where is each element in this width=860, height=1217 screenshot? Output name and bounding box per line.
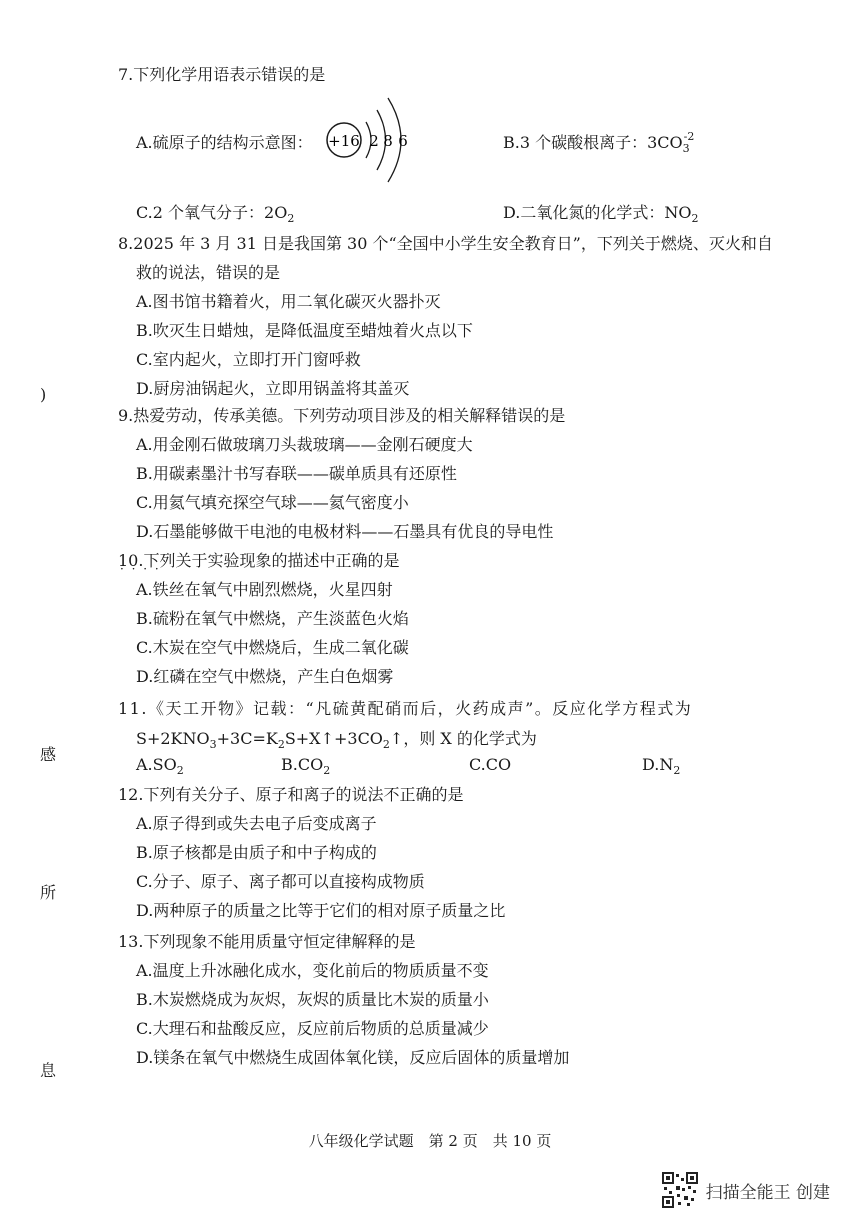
q11-eq-part-3: S+X↑+3CO	[284, 729, 383, 748]
q13-option-d: D.镁条在氧气中燃烧生成固体氧化镁，反应后固体的质量增加	[136, 1048, 570, 1067]
q9-option-c: C.用氦气填充探空气球——氦气密度小	[136, 493, 409, 512]
q10-stem-post: 的描述中正确的是	[271, 551, 400, 570]
q8-option-b: B.吹灭生日蜡烛，是降低温度至蜡烛着火点以下	[136, 321, 473, 340]
q11-option-d-sub: 2	[673, 764, 681, 778]
q11-option-d-text: D.N	[642, 755, 674, 774]
q11-eq-sub-1: 3	[209, 738, 217, 752]
q12-option-c: C.分子、原子、离子都可以直接构成物质	[136, 872, 425, 891]
q8-option-d: D.厨房油锅起火，立即用锅盖将其盖灭	[136, 379, 410, 398]
q11-option-a-text: A.SO	[136, 755, 177, 774]
margin-char-2: 所	[40, 883, 57, 902]
q11-stem: 11.《天工开物》记载：“凡硫黄配硝而后，火药成声”。反应化学方程式为	[118, 699, 693, 718]
q7-option-a	[136, 130, 313, 153]
shell-electrons-3: 6	[398, 132, 408, 150]
q11-equation	[136, 726, 537, 751]
q11-eq-sub-2: 2	[277, 738, 285, 752]
q8-stem: 8.2025 年 3 月 31 日是我国第 30 个“全国中小学生安全教育日”，下列关于燃烧、灭火和自	[118, 234, 773, 253]
q7-option-c-text: C.2 个氧气分子：2O	[136, 203, 288, 222]
q9-option-b: B.用碳素墨汁书写春联——碳单质具有还原性	[136, 464, 457, 483]
q13-stem: 13.下列现象不能用质量守恒定律解释的是	[118, 932, 416, 951]
q7-option-a-label: A.硫原子的结构示意图：	[136, 133, 313, 152]
q7-option-b-sub: 3	[682, 142, 690, 156]
q7-option-b-text: B.3 个碳酸根离子：3CO	[503, 133, 683, 152]
q11-option-b-text: B.CO	[281, 755, 324, 774]
q7-stem: 7.下列化学用语表示错误的是	[118, 65, 326, 84]
q13-option-c: C.大理石和盐酸反应，反应前后物质的总质量减少	[136, 1019, 489, 1038]
q8-option-c: C.室内起火，立即打开门窗呼救	[136, 350, 361, 369]
q11-option-b-sub: 2	[323, 764, 331, 778]
nucleus-charge: +16	[328, 132, 360, 150]
q10-option-b: B.硫粉在氧气中燃烧，产生淡蓝色火焰	[136, 609, 409, 628]
qr-code-icon	[662, 1172, 698, 1208]
q12-option-a: A.原子得到或失去电子后变成离子	[136, 814, 377, 833]
q8-option-a: A.图书馆书籍着火，用二氧化碳灭火器扑灭	[136, 292, 441, 311]
margin-paren: )	[40, 385, 47, 404]
q8-stem-cont: 救的说法，错误的是	[136, 263, 281, 282]
margin-char-1: 感	[40, 745, 57, 764]
shell-electrons-1: 2	[369, 132, 379, 150]
q7-option-b-sup: -2	[683, 129, 695, 143]
q11-eq-part-2: +3C=K	[216, 729, 278, 748]
q9-stem: 9.热爱劳动，传承美德。下列劳动项目涉及的相关解释错误的是	[118, 406, 566, 425]
q10-option-c: C.木炭在空气中燃烧后，生成二氧化碳	[136, 638, 409, 657]
q11-option-c: C.CO	[469, 755, 512, 774]
q11-option-a	[136, 755, 184, 777]
q13-option-a: A.温度上升冰融化成水，变化前后的物质质量不变	[136, 961, 489, 980]
q10-option-d: D.红磷在空气中燃烧，产生白色烟雾	[136, 667, 394, 686]
q7-option-d-text: D.二氧化氮的化学式：NO	[503, 203, 692, 222]
q11-option-a-sub: 2	[176, 764, 184, 778]
q12-stem: 12.下列有关分子、原子和离子的说法不正确的是	[118, 785, 464, 804]
q10-stem-pre: 10.下列关于	[118, 551, 208, 570]
q11-option-d	[642, 755, 680, 777]
q12-option-b: B.原子核都是由质子和中子构成的	[136, 843, 377, 862]
q7-option-b	[503, 130, 700, 155]
page-footer: 八年级化学试题 第 2 页 共 10 页	[308, 1132, 552, 1150]
shell-electrons-2: 8	[383, 132, 393, 150]
watermark-text: 扫描全能王 创建	[705, 1182, 830, 1203]
q7-option-d	[503, 200, 698, 225]
q12-option-d: D.两种原子的质量之比等于它们的相对原子质量之比	[136, 901, 506, 920]
q10-option-a: A.铁丝在氧气中剧烈燃烧，火星四射	[136, 580, 393, 599]
q10-stem	[118, 548, 399, 571]
q11-eq-part-1: S+2KNO	[136, 729, 210, 748]
q7-option-c-sub: 2	[287, 212, 295, 226]
scanner-watermark	[662, 1172, 830, 1208]
sulfur-atom-diagram	[322, 90, 422, 190]
q9-option-d: D.石墨能够做干电池的电极材料——石墨具有优良的导电性	[136, 522, 554, 541]
q7-option-d-sub: 2	[691, 212, 699, 226]
q11-eq-sub-3: 2	[382, 738, 390, 752]
q11-eq-part-4: ↑，则 X 的化学式为	[389, 729, 537, 748]
margin-char-3: 息	[40, 1061, 57, 1080]
q9-option-a: A.用金刚石做玻璃刀头裁玻璃——金刚石硬度大	[136, 435, 473, 454]
q7-option-c	[136, 200, 294, 225]
q11-option-b	[281, 755, 330, 777]
q10-stem-emphasis: 实验现象 · · · ·	[207, 551, 271, 570]
q13-option-b: B.木炭燃烧成为灰烬，灰烬的质量比木炭的质量小	[136, 990, 489, 1009]
